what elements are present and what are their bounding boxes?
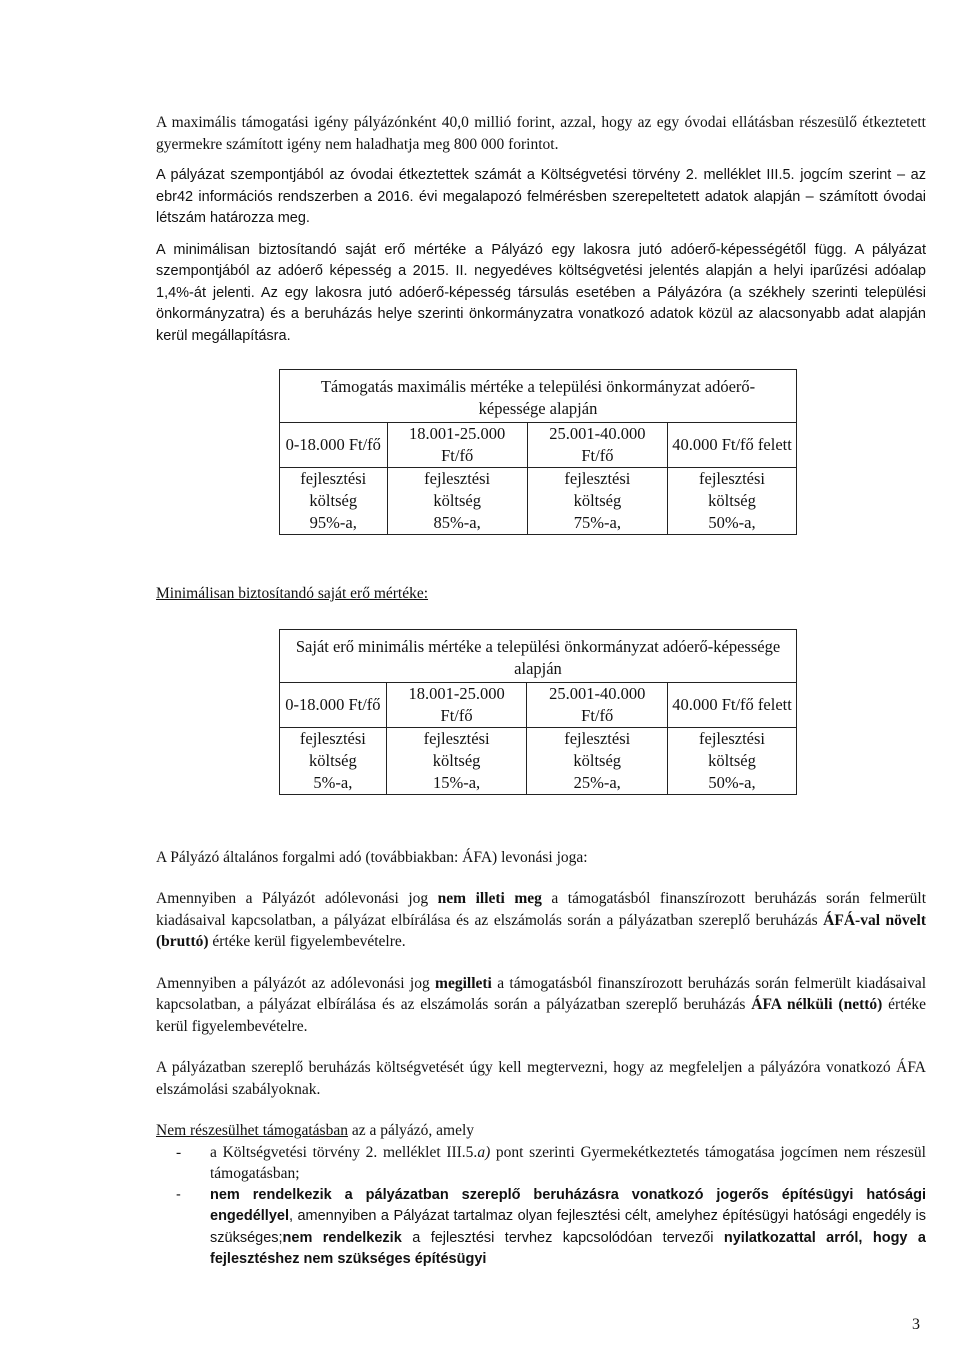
- section-title-own-share: Minimálisan biztosítandó saját erő mértéke:: [156, 585, 429, 602]
- table-own-share-header: Saját erő minimális mértéke a települési önkormányzat adóerő-képessége alapján: [280, 629, 797, 682]
- exclusion-list: [156, 1142, 926, 1271]
- band-cell: 25.001-40.000 Ft/fő: [527, 682, 668, 727]
- paragraph-max-support: A maximális támogatási igény pályázónként 40,0 millió forint, azzal, hogy az egy óvodai ellátásban részesülő étkeztetett gyermekre számított igény nem haladhatja meg 800 000 forintot.: [156, 114, 926, 153]
- paragraph-own-contribution: A minimálisan biztosítandó saját erő mértéke a Pályázó egy lakosra jutó adóerő-képességétől függ. A pályázat szempontjából az adóerő képesség a 2015. II. negyedéves költségvetési jelentés alapján a helyi iparűzési adóalap 1,4%-át jelenti. Az egy lakosra jutó adóerő-képesség társulás esetében a Pályázóra (a székhely szerinti települési önkormányzatra) és a beruházás helye szerinti önkormányzatra vonatkozó adatok közül az alacsonyabb adat alapján kerül megállapításra.: [156, 241, 926, 344]
- value-cell: fejlesztési költség 50%-a,: [668, 727, 797, 794]
- value-cell: fejlesztési költség 95%-a,: [280, 468, 388, 535]
- vat-title: A Pályázó általános forgalmi adó (továbbiakban: ÁFA) levonási joga:: [156, 848, 588, 866]
- value-cell: fejlesztési költség 85%-a,: [387, 468, 527, 535]
- paragraph-vat-rules: A pályázatban szereplő beruházás költségvetését úgy kell megtervezni, hogy az megfeleljen a pályázóra vonatkozó ÁFA elszámolási szabályoknak.: [156, 1059, 926, 1098]
- paragraph-vat-gross: Amennyiben a Pályázót adólevonási jog nem illeti meg a támogatásból finanszírozott beruházás során felmerült kiadásaival kapcsolatban, a pályázat elbírálása és az elszámolás során a pályázatban szereplő beruházás ÁFÁ-val növelt (bruttó) értéke kerül figyelembevételre.: [156, 890, 927, 950]
- band-cell: 40.000 Ft/fő felett: [668, 423, 797, 468]
- value-cell: fejlesztési költség 50%-a,: [668, 468, 797, 535]
- list-item: - nem rendelkezik a pályázatban szereplő beruházásra vonatkozó jogerős építésügyi hatósági engedéllyel, amennyiben a Pályázat tartalmaz olyan fejlesztési célt, amelyhez építésügyi hatósági engedély is szükséges;nem rendelkezik a fejlesztési tervhez kapcsolódóan tervezői nyilatkozattal arról, hogy a fejlesztéshez nem szükséges építésügyi: [156, 1185, 926, 1271]
- band-cell: 18.001-25.000 Ft/fő: [386, 682, 527, 727]
- value-cell: fejlesztési költség 25%-a,: [527, 727, 668, 794]
- band-cell: 25.001-40.000 Ft/fő: [527, 423, 667, 468]
- band-cell: 18.001-25.000 Ft/fő: [387, 423, 527, 468]
- band-cell: 0-18.000 Ft/fő: [280, 682, 387, 727]
- band-cell: 40.000 Ft/fő felett: [668, 682, 797, 727]
- document-page: [156, 112, 926, 1271]
- paragraph-child-count: A pályázat szempontjából az óvodai étkeztettek számát a Költségvetési törvény 2. melléklet III.5. jogcím szerint – az ebr42 információs rendszerben a 2016. évi megalapozó felmérésben szerepeltetett adatok alapján – számított óvodai létszám határozza meg.: [156, 167, 926, 226]
- page-number: 3: [912, 1316, 920, 1333]
- band-cell: 0-18.000 Ft/fő: [280, 423, 388, 468]
- table-max-support: [279, 369, 797, 535]
- list-item: - a Költségvetési törvény 2. melléklet III.5.a) pont szerinti Gyermekétkeztetés támogatása jogcímen nem részesül támogatásban;: [156, 1142, 926, 1185]
- paragraph-vat-net: Amennyiben a pályázót az adólevonási jog megilleti a támogatásból finanszírozott beruházás során felmerült kiadásaival kapcsolatban, a pályázat elbírálása és az elszámolás során a pályázatban szereplő beruházás ÁFA nélküli (nettó) értéke kerül figyelembevételre.: [156, 974, 927, 1035]
- value-cell: fejlesztési költség 15%-a,: [386, 727, 527, 794]
- table-own-share: [279, 629, 797, 795]
- value-cell: fejlesztési költség 5%-a,: [280, 727, 387, 794]
- table-max-support-header: Támogatás maximális mértéke a települési önkormányzat adóerő-képessége alapján: [280, 370, 797, 423]
- exclusion-intro: Nem részesülhet támogatásban az a pályázó, amely: [156, 1122, 475, 1139]
- value-cell: fejlesztési költség 75%-a,: [527, 468, 667, 535]
